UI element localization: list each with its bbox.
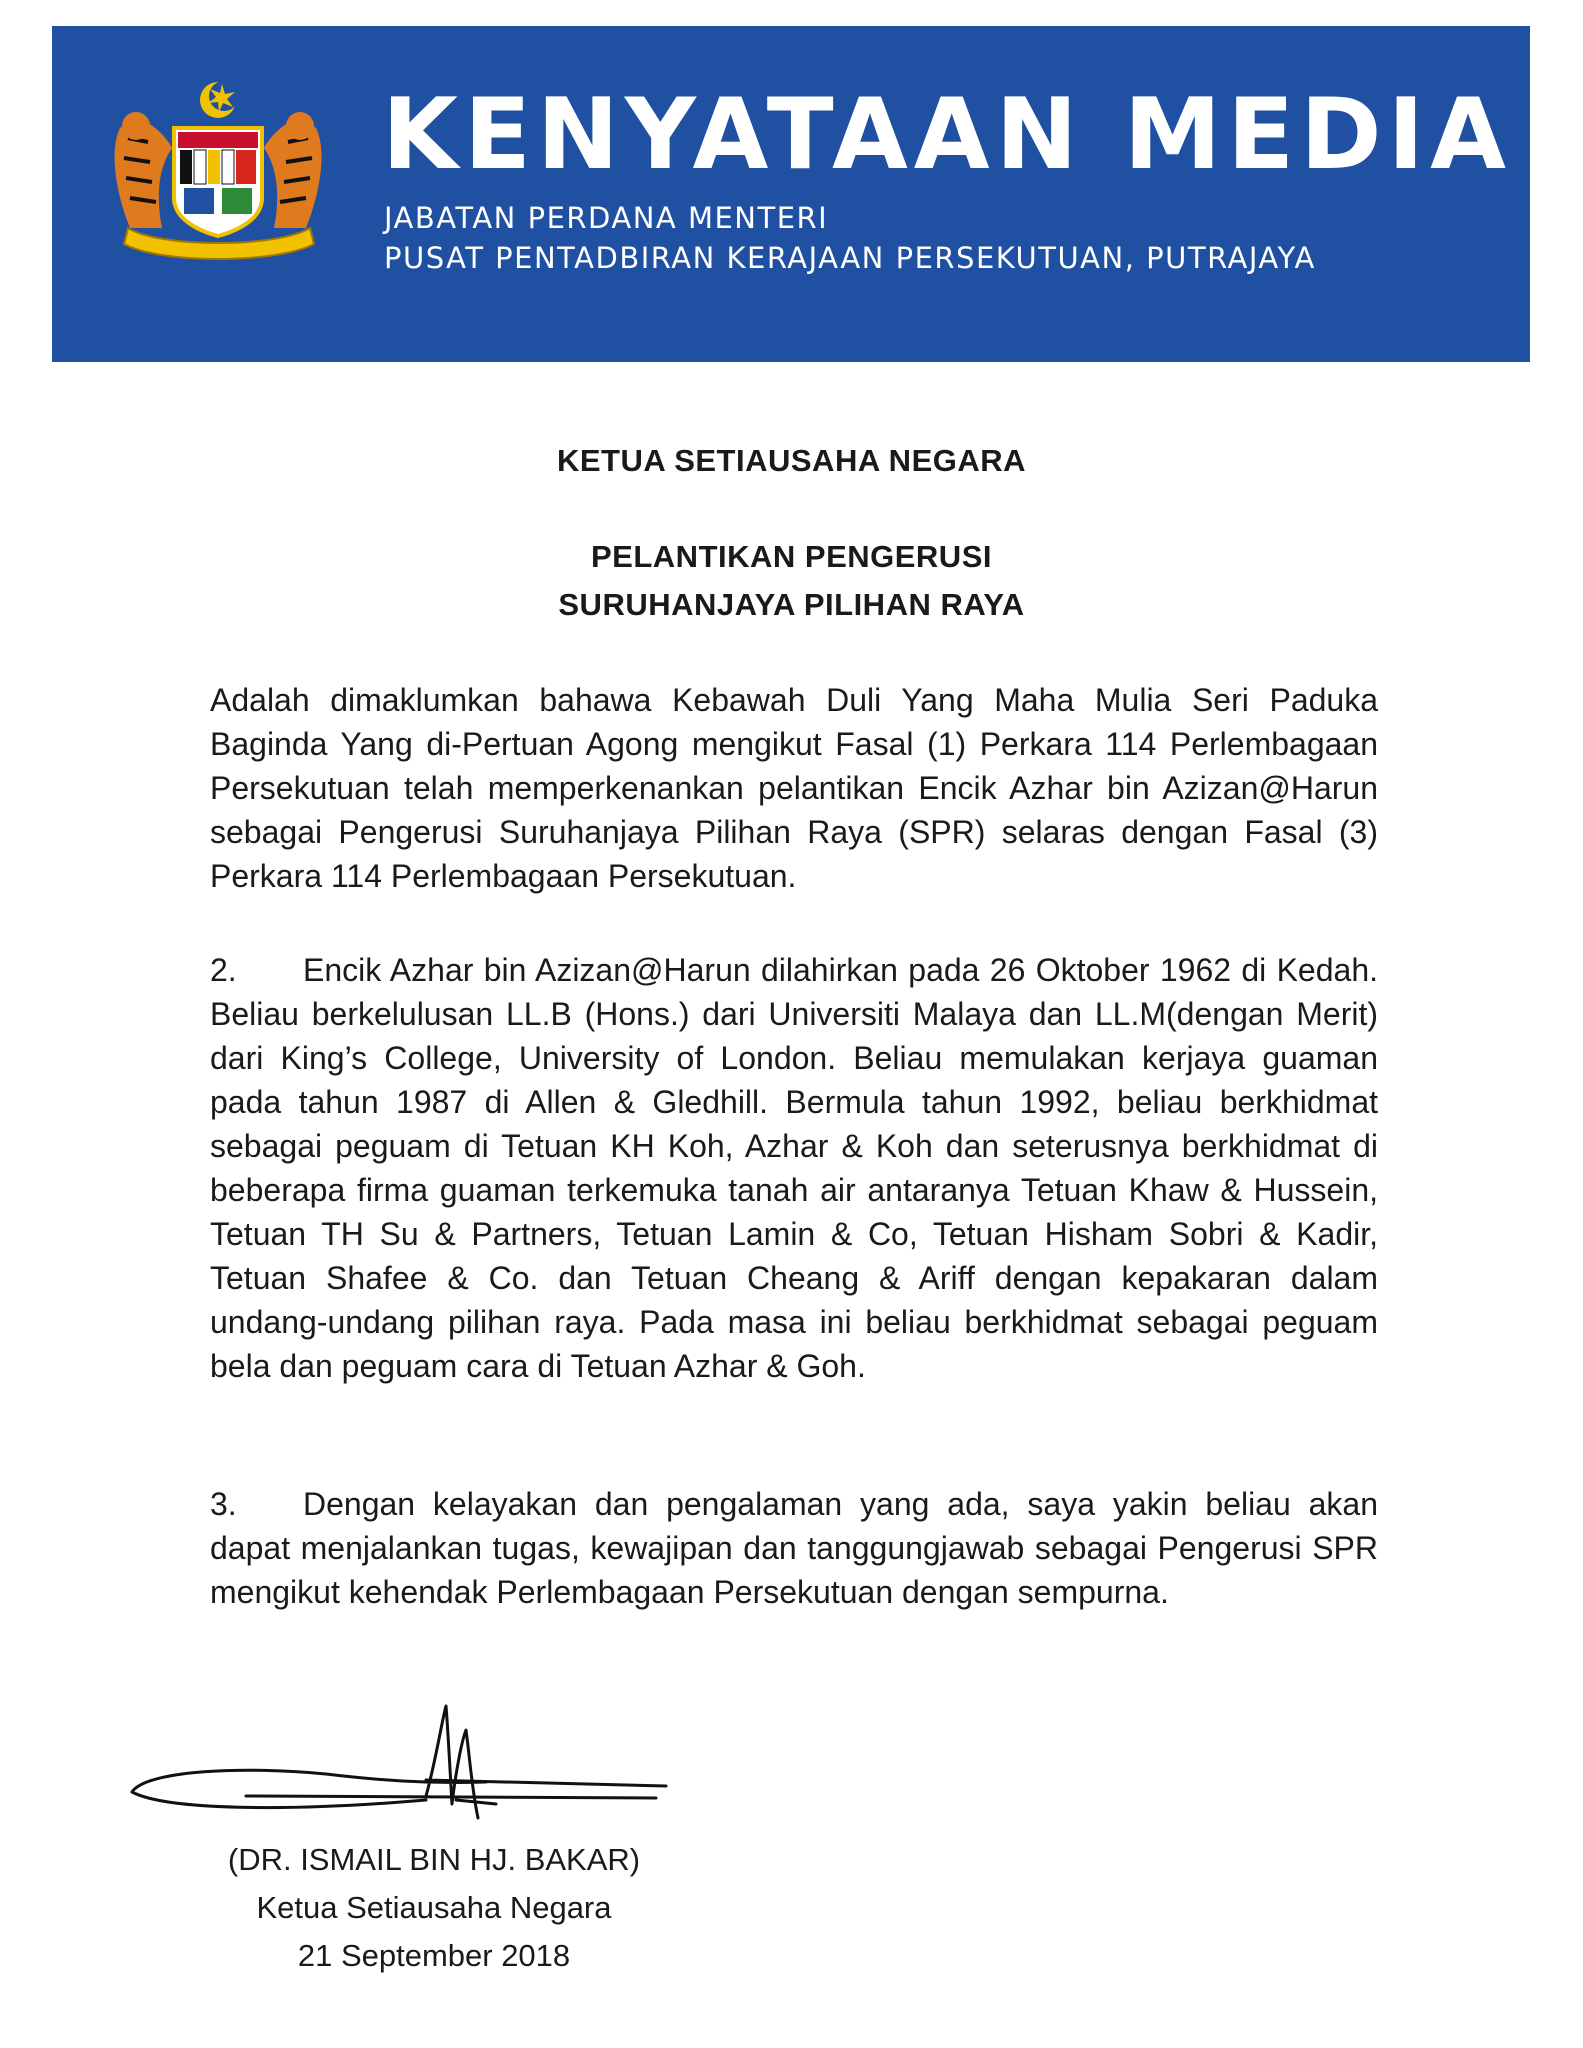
department-name: JABATAN PERDANA MENTERI (384, 201, 829, 235)
signatory-position: Ketua Setiausaha Negara (256, 1890, 612, 1925)
paragraph-3-number: 3. (210, 1486, 237, 1522)
department-address: PUSAT PENTADBIRAN KERAJAAN PERSEKUTUAN, PUTRAJAYA (384, 241, 1316, 275)
paragraph-2-text: Encik Azhar bin Azizan@Harun dilahirkan pada 26 Oktober 1962 di Kedah. Beliau berkelulusan LL.B (Hons.) dari Universiti Malaya dan LL.M(dengan Merit) dari King’s College, University of London. Beliau memulakan kerjaya guaman pada tahun 1987 di Allen & Gledhill. Bermula tahun 1992, beliau berkhidmat sebagai peguam di Tetuan KH Koh, Azhar & Koh dan seterusnya berkhidmat di beberapa firma guaman terkemuka tanah air antaranya Tetuan Khaw & Hussein, Tetuan TH Su & Partners, Tetuan Lamin & Co, Tetuan Hisham Sobri & Kadir, Tetuan Shafee & Co. dan Tetuan Cheang & Ariff dengan kepakaran dalam undang-undang pilihan raya. Pada masa ini beliau berkhidmat sebagai peguam bela dan peguam cara di Tetuan Azhar & Goh. (210, 952, 1378, 1384)
paragraph-3 (210, 1482, 1378, 1614)
issuing-office: KETUA SETIAUSAHA NEGARA (556, 443, 1027, 478)
statement-date: 21 September 2018 (297, 1938, 571, 1973)
paragraph-1: Adalah dimaklumkan bahawa Kebawah Duli Yang Maha Mulia Seri Paduka Baginda Yang di-Pertuan Agong mengikut Fasal (1) Perkara 114 Perlembagaan Persekutuan telah memperkenankan pelantikan Encik Azhar bin Azizan@Harun sebagai Pengerusi Suruhanjaya Pilihan Raya (SPR) selaras dengan Fasal (3) Perkara 114 Perlembagaan Persekutuan. (210, 682, 1378, 894)
signature (126, 1700, 686, 1830)
paragraph-2 (210, 948, 1378, 1388)
signatory-name: (DR. ISMAIL BIN HJ. BAKAR) (227, 1842, 641, 1877)
media-statement-banner (52, 26, 1530, 362)
paragraph-2-number: 2. (210, 952, 237, 988)
paragraph-3-text: Dengan kelayakan dan pengalaman yang ada, saya yakin beliau akan dapat menjalankan tugas, kewajipan dan tanggungjawab sebagai Pengerusi SPR mengikut kehendak Perlembagaan Persekutuan dengan sempurna. (210, 1486, 1378, 1610)
banner-title: KENYATAAN MEDIA (382, 78, 1512, 192)
subject-line-2: SURUHANJAYA PILIHAN RAYA (558, 587, 1025, 622)
coat-of-arms-icon (100, 78, 336, 268)
subject-line-1: PELANTIKAN PENGERUSI (591, 539, 992, 574)
